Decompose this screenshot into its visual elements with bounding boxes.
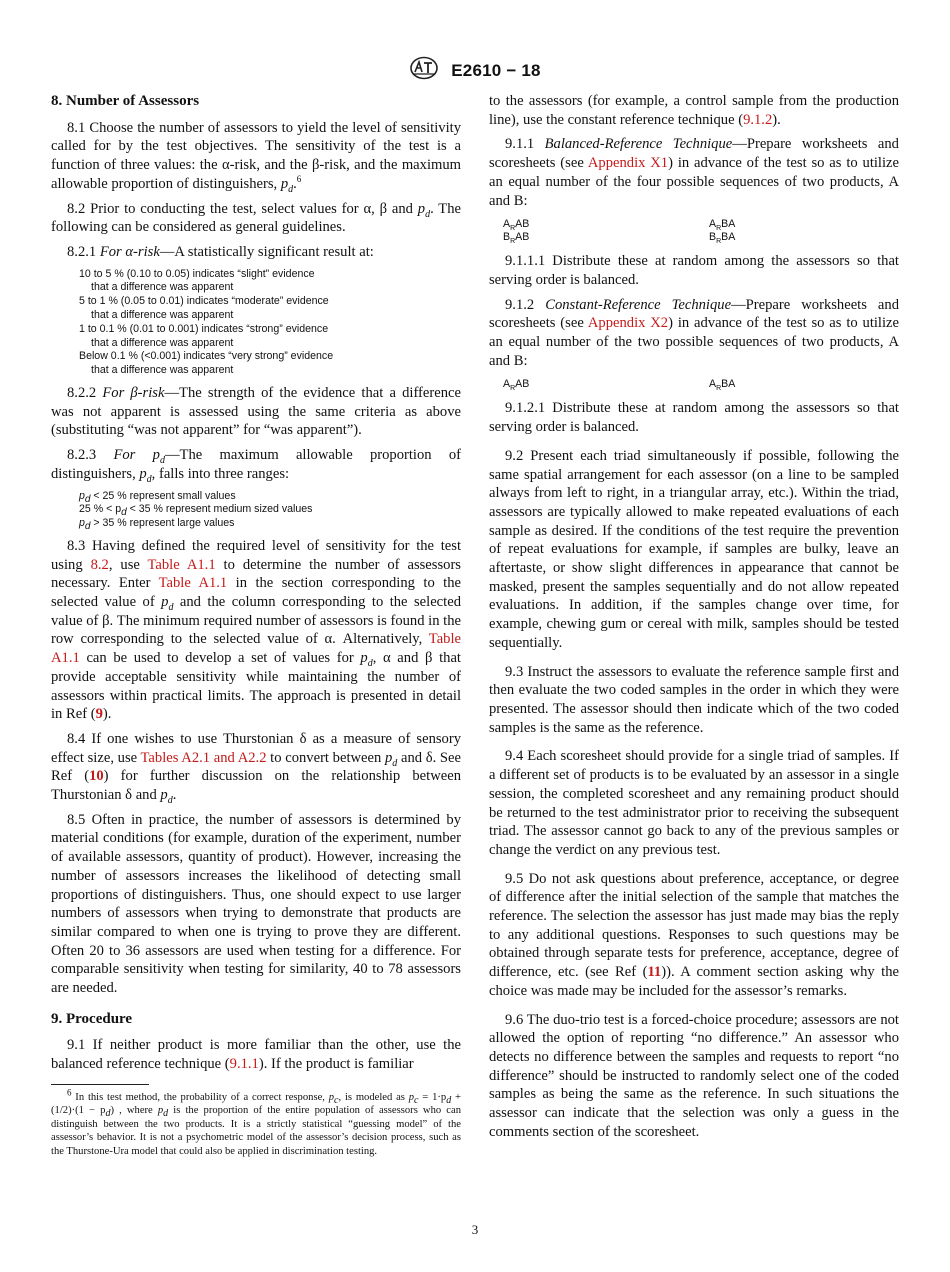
sequence-item: $A_RBA$ <box>709 218 736 233</box>
footnote-6: $^6$ In this test method, the probability of a correct response, $p_c$, is modeled as $p_c = 1\cdot p_d + (1/2)\cdot(1 - p_d)$ , where $p_d$ is the proportion of the entire population of assessors who can distinguish between the two products. It is a strictly statistical “guessing model” of the assessor’s behavior. It is not a psychometric model of the assessor’s decision process, such as the Thurstone-Ura model that could also be applied in discrimination testing. <box>51 1087 461 1157</box>
balanced-sequences <box>503 218 899 244</box>
list-item: $p_d < 25$ % represent small values <box>79 489 236 505</box>
link-table-a1-1[interactable]: Table A1.1 <box>158 575 228 592</box>
link-tables-a2[interactable]: Tables A2.1 and A2.2 <box>140 749 267 766</box>
list-item: 10 to 5 % (0.10 to 0.05) indicates “slight” evidence that a difference was apparent <box>79 267 315 294</box>
paragraph-8-4: 8.4 If one wishes to use Thurstonian δ as a measure of sensory effect size, use Tables A2.1 and A2.2 to convert between $p_d$ and δ. See Ref (10) for further discussion on the relationship between Thurstonian δ and $p_d$. <box>51 730 462 806</box>
constant-sequences <box>503 378 899 391</box>
link-appendix-x2[interactable]: Appendix X2 <box>587 315 669 332</box>
paragraph-9-6: 9.6 The duo-trio test is a forced-choice procedure; assessors are not allowed the option of reporting “no difference.” An assessor who detects no difference between the samples and requests to report “no difference” should be instructed to randomly select one of the coded samples as being the same as the reference. In such situations the assessor can indicate that the selection was only a guess in the comments section of the scoresheet. <box>489 1011 899 1140</box>
paragraph-9-5: 9.5 Do not ask questions about preference, acceptance, or degree of difference after the initial selection of the sample that matches the reference. The selection the assessor has just made may bias the reply to any additional questions. Responses to such questions may be obtained through separate tests for preference, acceptance, degree of difference, etc. (see Ref (11)). A comment section asking why the choice was made may be included for the assessor’s remarks. <box>489 870 899 999</box>
paragraph-8-2-1: 8.2.1 For α-risk—A statistically significant result at: <box>67 243 374 260</box>
paragraph-9-3: 9.3 Instruct the assessors to evaluate the reference sample first and then evaluate the two coded samples in the order in which they were presented. The assessor should then indicate which of the two coded samples is the same as the reference. <box>489 663 899 736</box>
paragraph-9-1: 9.1 If neither product is more familiar than the other, use the balanced reference technique (9.1.1). If the product is familiar <box>51 1037 461 1073</box>
link-table-a1-1[interactable]: Table A1.1 <box>51 631 461 667</box>
link-9-1-2[interactable]: 9.1.2 <box>743 111 773 128</box>
sequence-item: $A_RBA$ <box>709 378 736 393</box>
footnote-divider <box>51 1084 149 1085</box>
sequence-item: $B_RBA$ <box>709 231 736 246</box>
list-item: 5 to 1 % (0.05 to 0.01) indicates “moderate” evidence that a difference was apparent <box>79 295 329 322</box>
link-8-2[interactable]: 8.2 <box>90 556 109 573</box>
paragraph-9-4: 9.4 Each scoresheet should provide for a single triad of samples. If a different set of products is to be evaluated by an assessor in a single session, the completed scoresheet and any remaining product should be returned to the test administrator prior to receiving the subsequent triad. The assessor cannot go back to any of the previous samples or change the verdict on any previous test. <box>489 748 899 858</box>
paragraph-8-2-2: 8.2.2 For β-risk—The strength of the evidence that a difference was not apparent is assessed using the same criteria as above (substituting “was not apparent” for “was apparent”). <box>51 385 461 439</box>
link-table-a1-1[interactable]: Table A1.1 <box>147 556 216 573</box>
list-item: Below 0.1 % (<0.001) indicates “very strong” evidence that a difference was apparent <box>79 350 334 377</box>
list-item: 25 % < $p_d < 35$ % represent medium sized values <box>79 503 313 519</box>
ref-9-link[interactable]: 9 <box>95 706 103 723</box>
list-item: $p_d > 35$ % represent large values <box>79 517 235 533</box>
left-column <box>51 92 461 1158</box>
paragraph-8-2-3: 8.2.3 For $p_d—The$ maximum allowable proportion of distinguishers, $p_d$, falls into three ranges: <box>51 447 461 485</box>
right-column <box>489 92 899 1147</box>
footnote-ref-6[interactable]: 6 <box>296 173 302 184</box>
sequence-item: $A_RAB$ <box>503 378 530 393</box>
astm-logo-icon <box>409 56 439 85</box>
page-header <box>0 56 950 85</box>
paragraph-9-1-1: 9.1.1 Balanced-Reference Technique—Prepare worksheets and scoresheets (see Appendix X1) in advance of the test so as to utilize an equal number of the four possible sequences of two products, A and B: <box>489 136 899 209</box>
link-9-1-1[interactable]: 9.1.1 <box>229 1056 259 1073</box>
standard-code: E2610 − 18 <box>451 60 541 80</box>
paragraph-9-1-1-1: 9.1.1.1 Distribute these at random among the assessors so that serving order is balanced. <box>489 253 899 288</box>
alpha-risk-list <box>79 268 461 378</box>
paragraph-8-3: 8.3 Having defined the required level of sensitivity for the test using 8.2, use Table A1.1 to determine the number of assessors necessary. Enter Table A1.1 in the section corresponding to the selected value of $p_d$ and the column corresponding to the selected value of β. The minimum required number of assessors is found in the row corresponding to the selected value of α. Alternatively, Table A1.1 can be used to develop a set of values for $p_d$, α and β that provide acceptable sensitivity while maintaining the number of assessors within practical limits. The approach is presented in detail in Ref (9). <box>51 537 461 723</box>
paragraph-9-1-2: 9.1.2 Constant-Reference Technique—Prepare worksheets and scoresheets (see Appendix X2) in advance of the test so as to utilize an equal number of the two possible sequences of two products, A and B: <box>489 296 899 369</box>
ref-10-link[interactable]: 10 <box>89 768 104 785</box>
paragraph-9-1-2-1: 9.1.2.1 Distribute these at random among the assessors so that serving order is balanced. <box>489 400 899 436</box>
sequence-item: $B_RAB$ <box>503 231 530 246</box>
section-9-title: 9. Procedure <box>51 1010 133 1027</box>
link-appendix-x1[interactable]: Appendix X1 <box>587 155 669 172</box>
paragraph-8-5: 8.5 Often in practice, the number of assessors is determined by material conditions (for example, duration of the experiment, number of available assessors, quantity of product). However, increasing the number of assessors increases the likelihood of detecting small proportions of distinguishers. Thus, one should expect to use larger numbers of assessors when trying to demonstrate that products are similar compared to when one is trying to prove they are different. Often 20 to 36 assessors are used when testing for a difference. For comparable sensitivity when testing for similarity, 40 to 78 assessors are needed. <box>51 811 461 997</box>
list-item: 1 to 0.1 % (0.01 to 0.001) indicates “strong” evidence that a difference was apparent <box>79 322 329 349</box>
page-number: 3 <box>471 1222 479 1237</box>
sequence-item: $A_RAB$ <box>503 218 530 233</box>
paragraph-8-1: 8.1 Choose the number of assessors to yield the level of sensitivity called for by the test objectives. The sensitivity of the test is a function of three values: the α-risk, and the β-risk, and the maximum allowable proportion of distinguishers, $p_d.^6$ <box>51 119 461 195</box>
section-8-title: 8. Number of Assessors <box>51 93 200 109</box>
paragraph-8-2: 8.2 Prior to conducting the test, select values for α, β and $p_d$. The following can be considered as general guidelines. <box>51 200 461 236</box>
paragraph-9-2: 9.2 Present each triad simultaneously if possible, following the same spatial arrangement for each assessor (on a line to be sampled always from left to right, in a triangular array, etc.). Within the triad, assessors are typically allowed to make repeated evaluations of each sample as desired. If the conditions of the test require the prevention of repeat evaluations for example, if samples are bulky, leave an aftertaste, or show slight differences in appearance that cannot be masked, present the samples sequentially and do not allow repeated evaluations. In addition, if the samples change over time, for example, chewing gum or cereal with milk, samples should be tested sequentially. <box>489 447 899 651</box>
pd-ranges-list <box>79 490 461 531</box>
paragraph-9-1-continued: to the assessors (for example, a control sample from the production line), use the constant reference technique (9.1.2). <box>489 93 899 128</box>
ref-11-link[interactable]: 11 <box>647 964 662 981</box>
